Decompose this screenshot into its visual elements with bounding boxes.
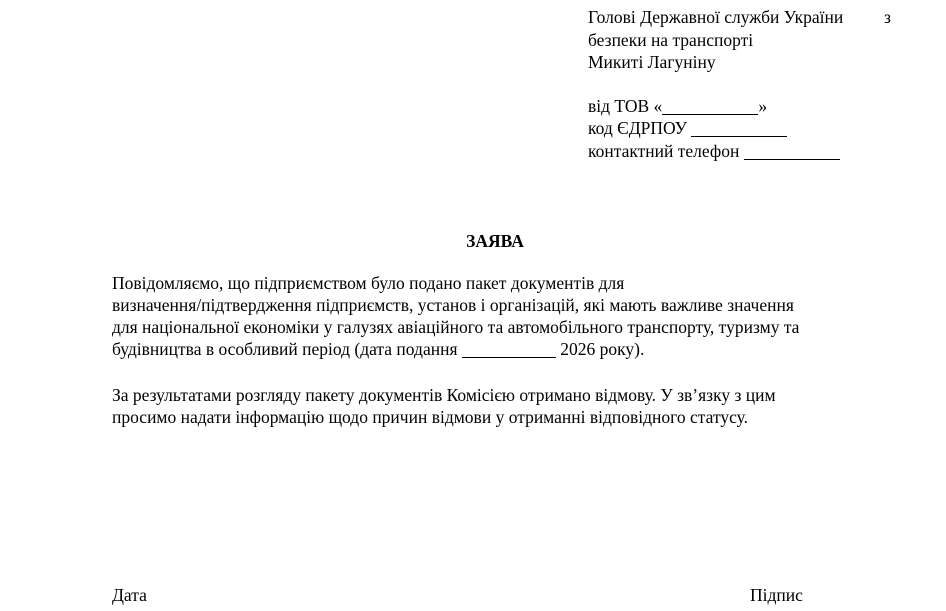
addressee-line-1-tail (884, 6, 891, 28)
document-title: ЗАЯВА (466, 231, 524, 251)
paragraph-1-line-1: Повідомляємо, що підприємством було подано пакет документів для (112, 273, 625, 293)
paragraph-1 (112, 272, 799, 360)
sender-company-line (588, 95, 767, 117)
paragraph-1-line-4-suffix: 2026 року). (560, 339, 645, 359)
date-label: Дата (112, 585, 147, 605)
paragraph-2-line-2: просимо надати інформацію щодо причин відмови у отриманні відповідного статусу. (112, 407, 749, 427)
paragraph-2 (112, 384, 776, 428)
sender-company-prefix: від ТОВ « (588, 96, 663, 116)
edrpou-blank[interactable] (691, 121, 787, 137)
phone-label: контактний телефон (588, 141, 740, 161)
addressee-line-2: безпеки на транспорті (588, 30, 754, 50)
addressee-line-1-text: Голові Державної служби України (588, 7, 844, 27)
paragraph-1-line-2: визначення/підтвердження підприємств, установ і організацій, які мають важливе значення (112, 295, 794, 315)
submission-date-blank[interactable] (462, 342, 556, 358)
sender-phone-line (588, 140, 840, 162)
phone-blank[interactable] (744, 144, 840, 160)
sender-company-suffix: » (758, 96, 768, 116)
edrpou-label: код ЄДРПОУ (588, 118, 688, 138)
company-name-blank[interactable] (662, 99, 758, 115)
sender-edrpou-line (588, 117, 787, 139)
addressee-line-1-tail-text: з (884, 7, 891, 27)
paragraph-1-line-4-prefix: будівництва в особливий період (дата подання (112, 339, 458, 359)
paragraph-1-line-4 (112, 338, 799, 360)
paragraph-1-line-3: для національної економіки у галузях авіаційного та автомобільного транспорту, туризму та (112, 317, 800, 337)
addressee-line-1 (588, 6, 843, 28)
signature-label: Підпис (750, 585, 803, 605)
addressee-line-3: Микиті Лагуніну (588, 52, 716, 72)
paragraph-2-line-1: За результатами розгляду пакету документів Комісією отримано відмову. У зв’язку з цим (112, 385, 776, 405)
